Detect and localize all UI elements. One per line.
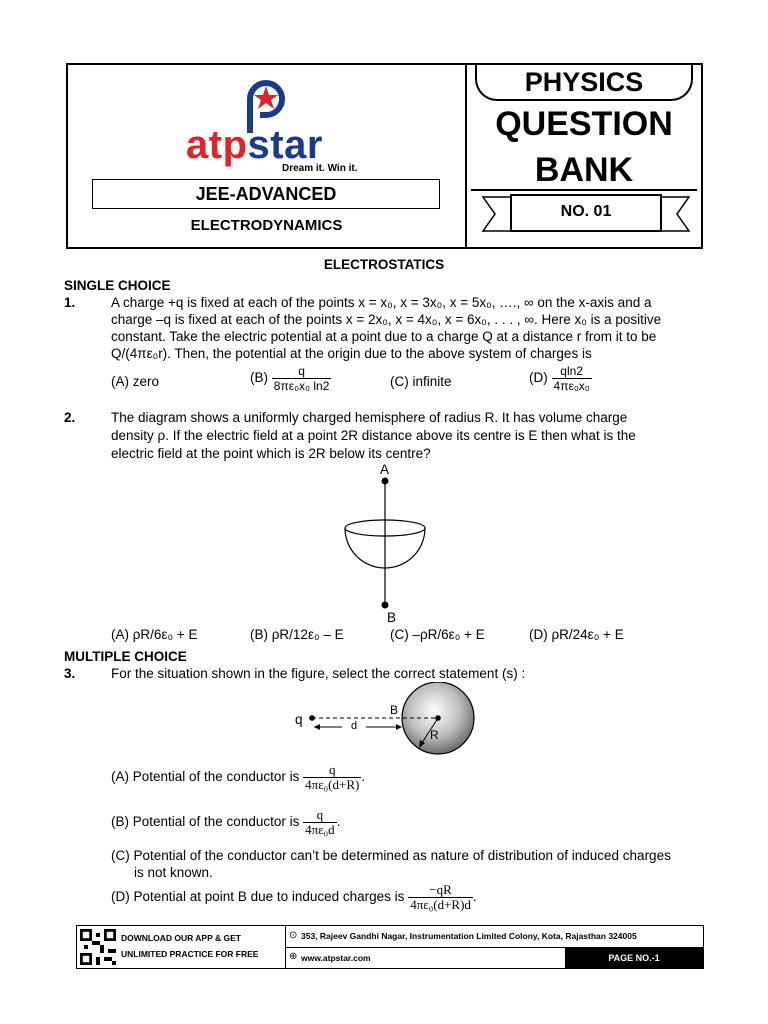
q1-option-d-den: 4πε₀x₀ [553,379,590,393]
location-pin-icon: ⊙ [289,930,298,941]
q3-option-c-line2: is not known. [134,865,213,880]
hemisphere-diagram [330,460,440,630]
q2-line3: electric field at the point which is 2R below its centre? [111,446,431,461]
q2-option-d: (D) ρR/24ε₀ + E [529,627,624,642]
q1-option-d-label: (D) [529,370,548,386]
q3-option-a-text: (A) Potential of the conductor is [111,769,300,785]
q3-fig-b-label: B [390,703,399,717]
q1-option-d-fraction [552,364,592,393]
q3-option-d-text: (D) Potential at point B due to induced charges is [111,889,405,905]
footer-page-number: PAGE NO.-1 [565,948,703,968]
section-single-choice: SINGLE CHOICE [64,278,171,293]
q3-fig-d-label: d [351,720,358,732]
section-multiple-choice: MULTIPLE CHOICE [64,649,187,664]
footer-box [76,925,704,969]
q1-option-b-label: (B) [250,370,268,386]
q3-fig-q-label: q [295,712,303,727]
title-divider [471,189,697,191]
q2-option-c: (C) –ρR/6ε₀ + E [390,627,485,642]
q3-option-b-num: q [316,807,324,822]
q2-line2: density ρ. If the electric field at a point 2R distance above its centre is E then what is the [111,428,636,443]
header-box [66,63,703,249]
q1-line3: constant. Take the electric potential at a point due to a charge Q at a distance r from it to be [111,329,657,344]
q3-option-c-line1: (C) Potential of the conductor can’t be determined as nature of distribution of induced charges [111,848,671,863]
brand-tagline: Dream it. Win it. [282,163,358,174]
qr-code-icon [80,929,116,965]
q3-option-d-den: 4πε₀(d+R)d [410,897,471,912]
title-bank: BANK [534,151,634,189]
q3-fig-r-label: R [430,728,439,742]
q3-option-d: (D) Potential at point B due to induced charges is $\frac{-qR}{\text{4πε₀(d+R)d}}$ . [111,882,477,912]
q3-option-d-num: −qR [429,882,452,897]
q3-option-a-den: 4πε₀(d+R) [305,777,360,792]
q1-option-a: (A) zero [111,374,160,389]
topic-title: ELECTROSTATICS [323,257,445,272]
footer-address: 353, Rajeev Gandhi Nagar, Instrumentation Limited Colony, Kota, Rajasthan 324005 [301,931,637,941]
q2-option-b: (B) ρR/12ε₀ – E [250,627,344,642]
q3-option-b-text: (B) Potential of the conductor is [111,814,300,830]
q1-option-b-fraction [272,364,332,393]
brand-right: star [247,123,323,167]
q2-point-a-label: A [380,462,390,477]
q3-stem: For the situation shown in the figure, select the correct statement (s) : [111,666,526,681]
q1-option-c: (C) infinite [390,374,452,389]
q2-line1: The diagram shows a uniformly charged hemisphere of radius R. It has volume charge [111,410,628,425]
q3-option-a-num: q [328,762,336,777]
q1-option-b [250,364,331,393]
q1-line1: A charge +q is fixed at each of the points x = x₀, x = 3x₀, x = 5x₀, …., ∞ on the x-axis and a [111,295,652,310]
brand-logo-text [186,123,323,168]
q1-option-d [529,364,592,393]
q2-number: 2. [64,410,76,425]
chapter-name: ELECTRODYNAMICS [190,217,343,234]
header-left [68,65,467,247]
q3-option-b: (B) Potential of the conductor is $\frac{q}{\text{4πε₀d}}$ . [111,807,341,837]
header-right [467,65,701,247]
exam-box: JEE-ADVANCED [92,179,440,209]
footer-app-line2: UNLIMITED PRACTICE FOR FREE [121,949,259,959]
q1-option-b-num: q [298,364,305,378]
brand-left: atp [186,123,248,167]
q2-option-a: (A) ρR/6ε₀ + E [111,627,198,642]
subject-pill: PHYSICS [475,65,693,101]
q1-option-d-num: qln2 [560,364,583,378]
sphere-charge-diagram [300,682,480,758]
q3-option-d-fraction [408,883,473,912]
q3-option-b-fraction [303,808,337,837]
globe-icon: ⊕ [289,951,298,962]
q3-number: 3. [64,666,76,681]
bank-number: NO. 01 [560,203,612,220]
q3-option-b-den: 4πε₀d [305,822,335,837]
title-question: QUESTION [495,105,673,143]
footer-website[interactable]: www.atpstar.com [301,953,371,963]
q2-point-b-label: B [387,610,397,625]
q1-option-b-den: 8πε₀x₀ ln2 [273,379,330,393]
q1-line4: Q/(4πε₀r). Then, the potential at the origin due to the above system of charges is [111,346,592,361]
footer-app-line1: DOWNLOAD OUR APP & GET [121,933,241,943]
q3-option-a: (A) Potential of the conductor is $\frac{q}{\text{4πε₀(d+R)}}$ . [111,762,366,792]
q3-option-a-fraction [303,763,361,792]
q1-number: 1. [64,295,76,310]
q1-line2: charge –q is fixed at each of the points x = 2x₀, x = 4x₀, x = 6x₀, . . . , ∞. Here x₀ is a positive [111,312,662,327]
